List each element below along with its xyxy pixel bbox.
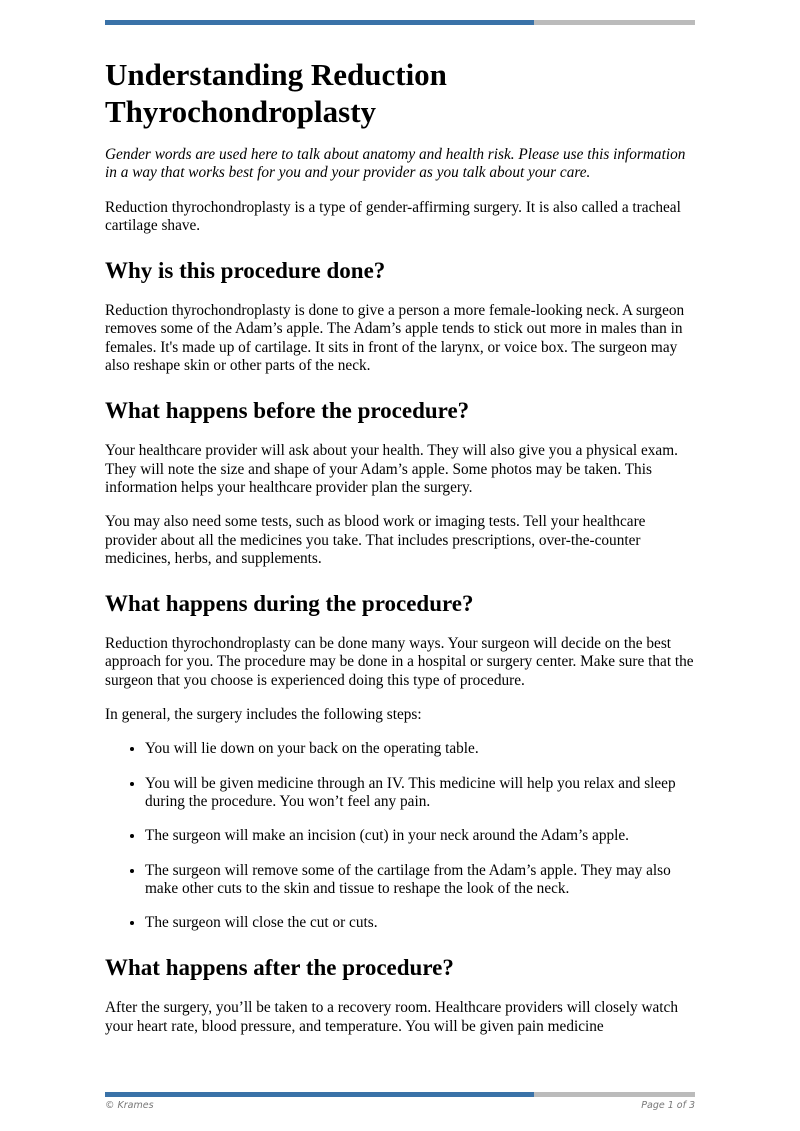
section-paragraph: After the surgery, you’ll be taken to a recovery room. Healthcare providers will closely watch your heart rate, blood pressure, and temperature. You will be given pain medicine: [105, 999, 678, 1035]
intro-paragraph: Reduction thyrochondroplasty is a type of gender-affirming surgery. It is also called a tracheal cartilage shave.: [105, 198, 681, 234]
section-heading-during: What happens during the procedure?: [105, 591, 474, 617]
section-heading-before: What happens before the procedure?: [105, 398, 470, 424]
section-paragraph: Reduction thyrochondroplasty is done to give a person a more female-looking neck. A surgeon removes some of the Adam’s apple. The Adam’s apple tends to stick out more in males than in females. It's made up of cartilage. It sits in front of the larynx, or voice box. The surgeon may also reshape skin or other parts of the neck.: [105, 302, 685, 375]
page-number: Page 1 of 3: [641, 1100, 695, 1111]
list-item: • The surgeon will remove some of the cartilage from the Adam’s apple. They may also make other cuts to the skin and tissue to reshape the look of the neck.: [145, 862, 700, 899]
steps-list: [105, 740, 700, 932]
section-heading-why: Why is this procedure done?: [105, 258, 386, 284]
footer-rule-accent: [105, 1092, 534, 1097]
list-item: • You will lie down on your back on the operating table.: [145, 740, 700, 758]
section-paragraph: Your healthcare provider will ask about your health. They will also give you a physical exam. They will note the size and shape of your Adam’s apple. Some photos may be taken. This information helps your healthcare provider plan the surgery.: [105, 442, 678, 496]
section-paragraph: Reduction thyrochondroplasty can be done many ways. Your surgeon will decide on the best approach for you. The procedure may be done in a hospital or surgery center. Make sure that the surgeon that you choose is experienced doing this type of procedure.: [105, 635, 694, 689]
list-item: • The surgeon will make an incision (cut) in your neck around the Adam’s apple.: [145, 827, 700, 845]
section-paragraph: You may also need some tests, such as blood work or imaging tests. Tell your healthcare provider about all the medicines you take. That includes prescriptions, over-the-counter medicines, herbs, and supplements.: [105, 513, 646, 567]
list-item: • The surgeon will close the cut or cuts.: [145, 914, 700, 932]
header-rule-accent: [105, 20, 534, 25]
intro-note: Gender words are used here to talk about anatomy and health risk. Please use this information in a way that works best for you and your provider as you talk about your care.: [105, 146, 686, 182]
footer-rule: [105, 1092, 695, 1097]
page-title: Understanding Reduction Thyrochondroplasty: [105, 57, 447, 129]
section-paragraph: In general, the surgery includes the following steps:: [105, 706, 422, 724]
page-footer: [105, 1100, 695, 1111]
list-item: • You will be given medicine through an IV. This medicine will help you relax and sleep during the procedure. You won’t feel any pain.: [145, 775, 700, 812]
section-heading-after: What happens after the procedure?: [105, 955, 454, 981]
document-body: [105, 56, 700, 1052]
header-rule: [105, 20, 695, 25]
copyright-text: © Krames: [105, 1100, 154, 1111]
